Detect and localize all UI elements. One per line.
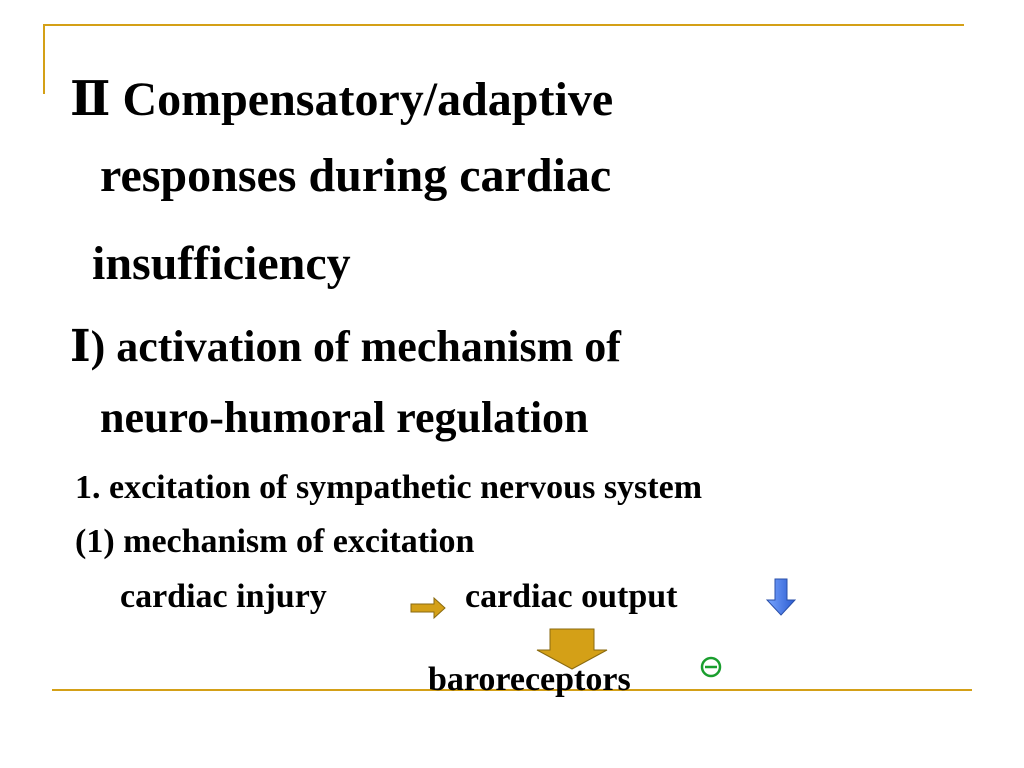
subtitle-line-1: Ⅰ) activation of mechanism of [70,322,621,371]
point-2: (1) mechanism of excitation [75,523,475,560]
right-arrow-icon [410,596,446,620]
flow-baroreceptors: baroreceptors [428,661,631,698]
title-line-1: Ⅱ Compensatory/adaptive [70,73,614,126]
title-line-2: responses during cardiac [100,149,612,202]
down-arrow-icon [766,578,796,616]
title-line-3: insufficiency [92,237,351,290]
flow-cardiac-injury: cardiac injury [120,578,327,615]
frame-top-line [43,24,964,26]
subtitle-line-2: neuro-humoral regulation [100,393,589,442]
minus-circle-icon [700,656,722,678]
flow-cardiac-output: cardiac output [465,578,678,615]
frame-left-line [43,24,45,94]
point-1: 1. excitation of sympathetic nervous system [75,469,703,506]
